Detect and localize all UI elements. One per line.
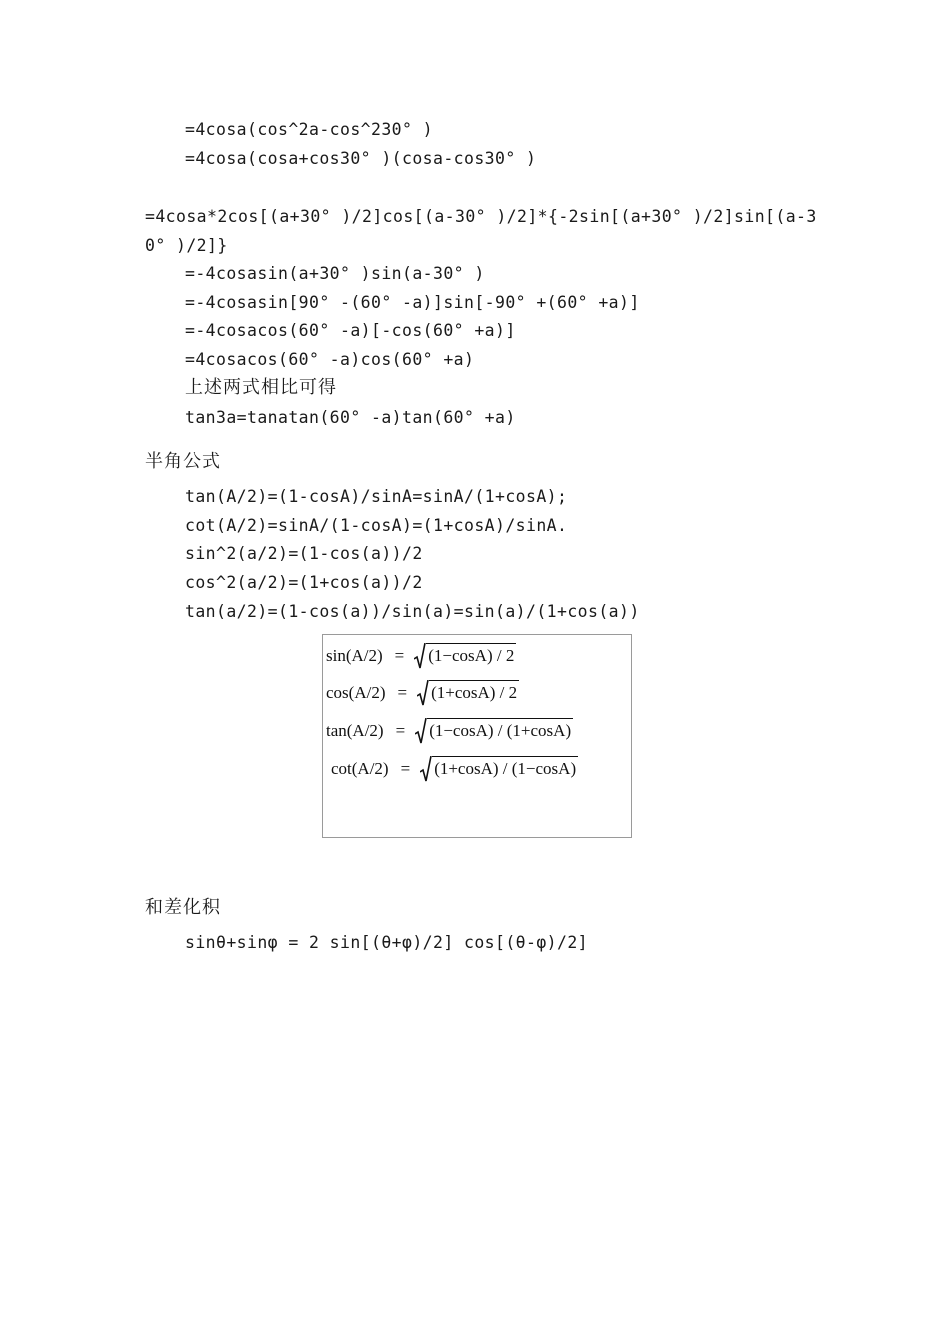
sqrt-expression [414,643,516,669]
formula-equals: = [395,721,406,740]
formula-equals: = [400,759,411,778]
formula-row-cot [331,752,578,786]
formula-row-cos [326,676,519,710]
radical-sign-icon [414,643,426,669]
half-angle-formula-image [322,634,632,838]
text-line: =4cosa(cosa+cos30° )(cosa-cos30° ) [185,149,537,168]
formula-equals: = [397,683,408,702]
radical-sign-icon [415,718,427,744]
formula-lhs: cot(A/2) [331,759,389,778]
section-heading-half-angle: 半角公式 [145,451,221,472]
text-line: 上述两式相比可得 [185,377,337,398]
sqrt-expression [415,718,573,744]
formula-equals: = [394,646,405,665]
formula-row-tan [326,714,573,748]
text-line: =-4cosacos(60° -a)[-cos(60° +a)] [185,321,516,340]
text-line: =-4cosasin[90° -(60° -a)]sin[-90° +(60° +a)] [185,293,640,312]
radicand: (1+cosA) / (1−cosA) [432,756,578,782]
formula-lhs: sin(A/2) [326,646,383,665]
radicand: (1+cosA) / 2 [429,680,519,706]
formula-line: sin^2(a/2)=(1-cos(a))/2 [185,544,423,563]
text-line: tan3a=tanatan(60° -a)tan(60° +a) [185,408,516,427]
formula-line: tan(a/2)=(1-cos(a))/sin(a)=sin(a)/(1+cos(a)) [185,602,640,621]
formula-line: sinθ+sinφ = 2 sin[(θ+φ)/2] cos[(θ-φ)/2] [185,933,589,952]
radicand: (1−cosA) / 2 [426,643,516,669]
text-line: =4cosacos(60° -a)cos(60° +a) [185,350,475,369]
formula-line: tan(A/2)=(1-cosA)/sinA=sinA/(1+cosA); [185,487,568,506]
section-heading-sum-to-product: 和差化积 [145,897,221,918]
formula-lhs: cos(A/2) [326,683,386,702]
text-line: =4cosa*2cos[(a+30° )/2]cos[(a-30° )/2]*{-2sin[(a+30° )/2]sin[(a-3 [145,207,817,226]
sqrt-expression [417,680,519,706]
sqrt-expression [420,756,578,782]
text-line: 0° )/2]} [145,236,228,255]
radical-sign-icon [420,756,432,782]
formula-row-sin [326,639,516,673]
formula-lhs: tan(A/2) [326,721,384,740]
text-line: =-4cosasin(a+30° )sin(a-30° ) [185,264,485,283]
text-line: =4cosa(cos^2a-cos^230° ) [185,120,434,139]
formula-line: cot(A/2)=sinA/(1-cosA)=(1+cosA)/sinA. [185,516,568,535]
radicand: (1−cosA) / (1+cosA) [427,718,573,744]
radical-sign-icon [417,680,429,706]
formula-line: cos^2(a/2)=(1+cos(a))/2 [185,573,423,592]
